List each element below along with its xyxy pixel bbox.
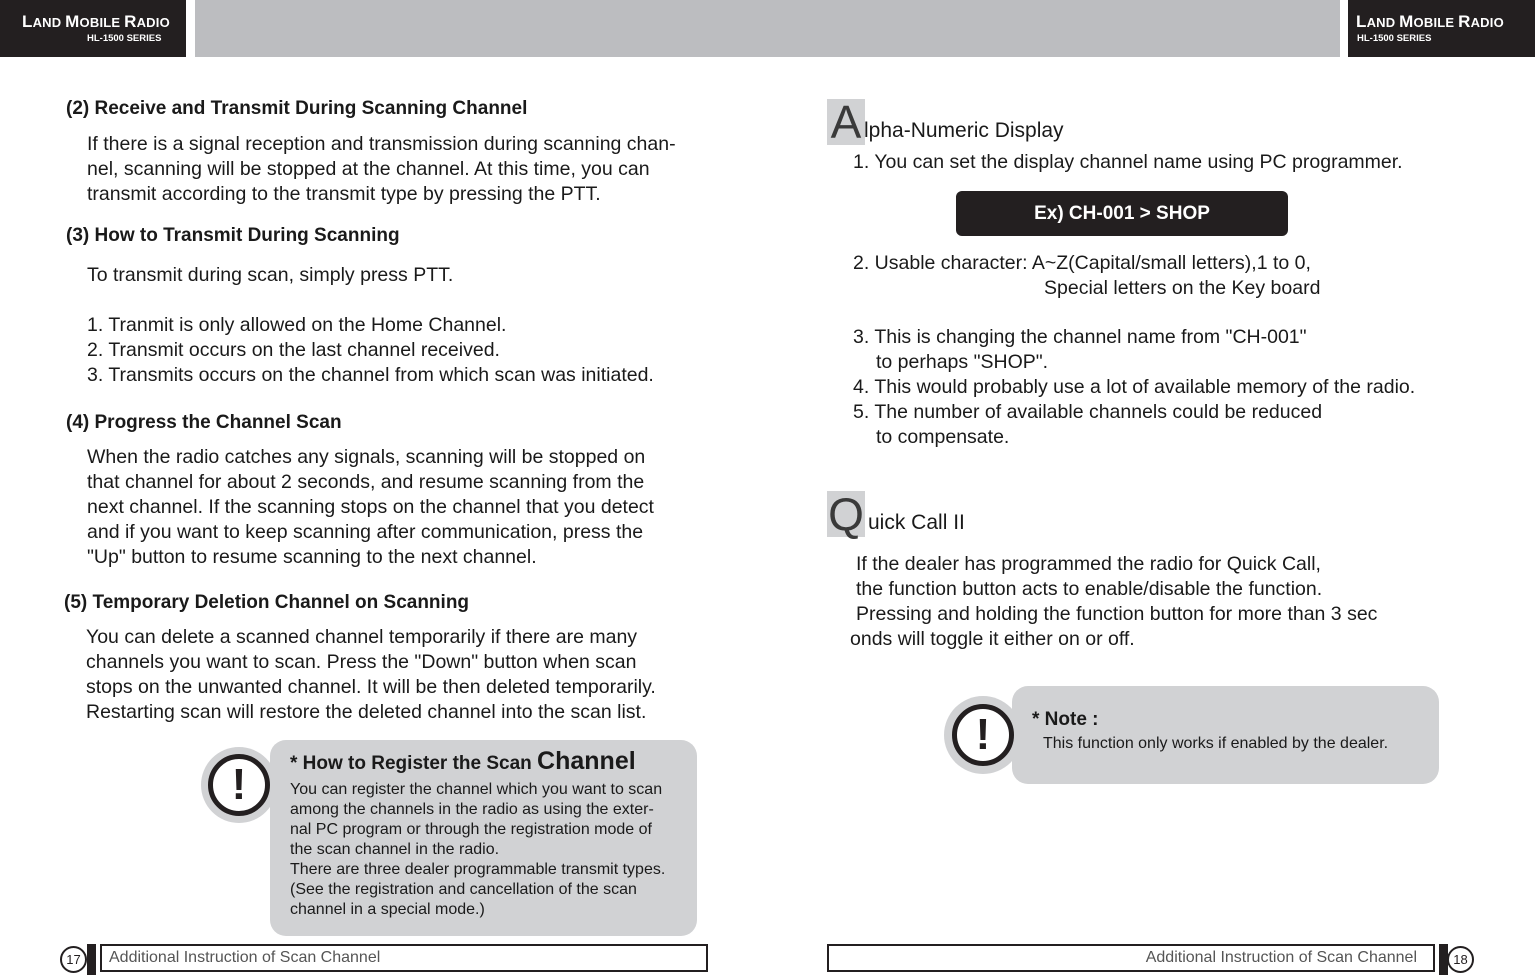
- section-2-title: (2) Receive and Transmit During Scanning Channel: [66, 98, 528, 119]
- section-4-body: When the radio catches any signals, scanning will be stopped on that channel for about 2 seconds, and resume scanning from the next channel. If the scanning stops on the channel that you detect and if you want to keep scanning after communication, press the "Up" button to resume scanning to the next channel.: [87, 446, 654, 568]
- alpha-item-5-cont: to compensate.: [876, 426, 1010, 448]
- brand-series: HL-1500 SERIES: [1357, 33, 1432, 44]
- quick-call-body-last: onds will toggle it either on or off.: [850, 628, 1135, 650]
- drop-cap: Q: [828, 488, 864, 540]
- note-title: * How to Register the Scan Channel: [290, 747, 636, 775]
- note-title: * Note :: [1032, 709, 1099, 730]
- exclamation-icon: !: [201, 747, 277, 823]
- section-5-title: (5) Temporary Deletion Channel on Scanning: [64, 592, 470, 613]
- section-5-body: You can delete a scanned channel temporarily if there are many channels you want to scan. Press the "Down" button when scan stops on the unwanted channel. It will be then deleted temporarily. Restarting scan will restore the deleted channel into the scan list.: [86, 626, 656, 723]
- page-tab: [87, 944, 96, 975]
- note-body: This function only works if enabled by the dealer.: [1043, 735, 1389, 752]
- page-number: 17: [60, 946, 87, 973]
- alpha-item-2-cont: Special letters on the Key board: [1044, 277, 1321, 299]
- brand-title: LAND MOBILE RADIO: [1356, 12, 1504, 31]
- section-2-body: If there is a signal reception and transmission during scanning chan- nel, scanning will be stopped at the channel. At this time, you can transmit according to the transmit type by pressing the PTT.: [87, 133, 676, 205]
- alpha-item-3: 3. This is changing the channel name from "CH-001": [853, 326, 1307, 348]
- alpha-numeric-title: lpha-Numeric Display: [864, 119, 1064, 142]
- footer-label: Additional Instruction of Scan Channel: [827, 944, 1435, 972]
- list-item: 2. Transmit occurs on the last channel received.: [87, 339, 500, 361]
- footer-label: Additional Instruction of Scan Channel: [100, 944, 708, 972]
- quick-call-body: If the dealer has programmed the radio for Quick Call, the function button acts to enable/disable the function. Pressing and holding the function button for more than 3 sec: [856, 553, 1378, 625]
- alpha-item-2: 2. Usable character: A~Z(Capital/small letters),1 to 0,: [853, 252, 1311, 274]
- section-4-title: (4) Progress the Channel Scan: [66, 412, 342, 433]
- header-bar: [195, 0, 1340, 57]
- brand-logo-right: [1348, 0, 1535, 57]
- section-3-intro: To transmit during scan, simply press PTT.: [87, 264, 454, 286]
- list-item: 1. Tranmit is only allowed on the Home Channel.: [87, 314, 507, 336]
- example-box: Ex) CH-001 > SHOP: [956, 191, 1288, 236]
- page-number: 18: [1447, 946, 1474, 973]
- exclamation-icon: !: [944, 696, 1022, 774]
- alpha-item-5: 5. The number of available channels could be reduced: [853, 401, 1323, 423]
- section-3-list: [87, 313, 654, 388]
- section-3-title: (3) How to Transmit During Scanning: [66, 225, 400, 246]
- brand-logo-left: [0, 0, 186, 57]
- brand-title: LAND MOBILE RADIO: [22, 12, 170, 31]
- brand-series: HL-1500 SERIES: [87, 33, 162, 44]
- alpha-item-4: 4. This would probably use a lot of available memory of the radio.: [853, 376, 1416, 398]
- alpha-item-3-cont: to perhaps "SHOP".: [876, 351, 1049, 373]
- quick-call-title: uick Call II: [868, 511, 965, 534]
- list-item: 3. Transmits occurs on the channel from which scan was initiated.: [87, 364, 654, 386]
- note-body: You can register the channel which you want to scan among the channels in the radio as using the exter- nal PC program or through the registration mode of the scan channel in the radio. There are three dealer programmable transmit types. (See the registration and cancellation of the scan channel in a special mode.): [290, 781, 666, 918]
- alpha-item-1: 1. You can set the display channel name using PC programmer.: [853, 151, 1403, 173]
- drop-cap: A: [827, 99, 865, 145]
